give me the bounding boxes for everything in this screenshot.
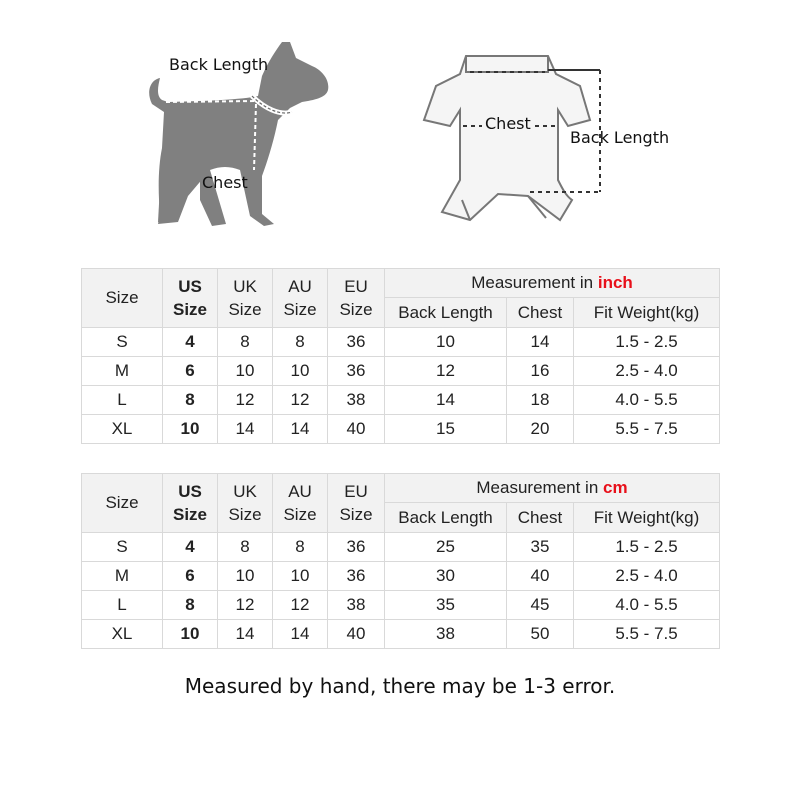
au-size-header: AU Size [273, 474, 328, 533]
chest-header: Chest [507, 298, 574, 328]
table-row [82, 357, 720, 386]
au-cell: 12 [273, 591, 328, 620]
fit-weight-cell: 1.5 - 2.5 [574, 328, 720, 357]
chest-cell: 40 [507, 562, 574, 591]
back-length-header: Back Length [385, 503, 507, 533]
fit-weight-header: Fit Weight(kg) [574, 298, 720, 328]
au-cell: 10 [273, 562, 328, 591]
fit-weight-cell: 5.5 - 7.5 [574, 620, 720, 649]
size-cell: XL [82, 415, 163, 444]
uk-cell: 14 [218, 620, 273, 649]
fit-weight-cell: 1.5 - 2.5 [574, 533, 720, 562]
au-cell: 12 [273, 386, 328, 415]
garment-back-length-label: Back Length [570, 128, 670, 147]
back-length-cell: 14 [385, 386, 507, 415]
au-cell: 8 [273, 533, 328, 562]
fit-weight-cell: 2.5 - 4.0 [574, 357, 720, 386]
uk-cell: 8 [218, 533, 273, 562]
table-row [82, 591, 720, 620]
size-header: Size [82, 269, 163, 328]
garment-icon [424, 56, 590, 220]
eu-cell: 40 [328, 415, 385, 444]
uk-cell: 10 [218, 357, 273, 386]
au-size-header: AU Size [273, 269, 328, 328]
uk-size-header: UK Size [218, 474, 273, 533]
size-cell: XL [82, 620, 163, 649]
us-cell: 4 [163, 328, 218, 357]
uk-size-header: UK Size [218, 269, 273, 328]
eu-cell: 38 [328, 386, 385, 415]
uk-cell: 12 [218, 386, 273, 415]
chest-cell: 14 [507, 328, 574, 357]
us-cell: 6 [163, 562, 218, 591]
back-length-cell: 25 [385, 533, 507, 562]
size-table-inch [81, 268, 720, 444]
us-size-header: US Size [163, 269, 218, 328]
chest-cell: 45 [507, 591, 574, 620]
eu-size-header: EU Size [328, 269, 385, 328]
eu-cell: 40 [328, 620, 385, 649]
table-row [82, 562, 720, 591]
chest-cell: 16 [507, 357, 574, 386]
size-cell: L [82, 591, 163, 620]
measurement-header: Measurement in inch [385, 269, 720, 298]
fit-weight-cell: 4.0 - 5.5 [574, 386, 720, 415]
garment-chest-label: Chest [485, 114, 531, 133]
au-cell: 14 [273, 415, 328, 444]
au-cell: 10 [273, 357, 328, 386]
au-cell: 8 [273, 328, 328, 357]
back-length-cell: 10 [385, 328, 507, 357]
au-cell: 14 [273, 620, 328, 649]
unit-label: cm [603, 478, 628, 497]
eu-cell: 36 [328, 562, 385, 591]
dog-chest-label: Chest [202, 173, 248, 192]
chest-cell: 35 [507, 533, 574, 562]
chest-cell: 18 [507, 386, 574, 415]
size-table-cm [81, 473, 720, 649]
measurement-illustration [0, 0, 800, 250]
eu-size-header: EU Size [328, 474, 385, 533]
dog-back-length-label: Back Length [169, 55, 269, 74]
back-length-cell: 15 [385, 415, 507, 444]
eu-cell: 36 [328, 533, 385, 562]
back-length-header: Back Length [385, 298, 507, 328]
back-length-cell: 30 [385, 562, 507, 591]
chest-header: Chest [507, 503, 574, 533]
table-row [82, 533, 720, 562]
size-cell: M [82, 562, 163, 591]
size-cell: S [82, 533, 163, 562]
measurement-header: Measurement in cm [385, 474, 720, 503]
us-cell: 4 [163, 533, 218, 562]
eu-cell: 36 [328, 328, 385, 357]
back-length-cell: 35 [385, 591, 507, 620]
table-row [82, 415, 720, 444]
uk-cell: 10 [218, 562, 273, 591]
uk-cell: 12 [218, 591, 273, 620]
us-cell: 8 [163, 386, 218, 415]
fit-weight-header: Fit Weight(kg) [574, 503, 720, 533]
us-cell: 8 [163, 591, 218, 620]
fit-weight-cell: 2.5 - 4.0 [574, 562, 720, 591]
uk-cell: 14 [218, 415, 273, 444]
uk-cell: 8 [218, 328, 273, 357]
table-header-row [82, 269, 720, 298]
eu-cell: 38 [328, 591, 385, 620]
chest-cell: 50 [507, 620, 574, 649]
chest-cell: 20 [507, 415, 574, 444]
table-header-row [82, 474, 720, 503]
size-cell: S [82, 328, 163, 357]
us-cell: 6 [163, 357, 218, 386]
us-size-header: US Size [163, 474, 218, 533]
us-cell: 10 [163, 620, 218, 649]
table-row [82, 386, 720, 415]
size-cell: M [82, 357, 163, 386]
unit-label: inch [597, 273, 633, 292]
size-header: Size [82, 474, 163, 533]
back-length-cell: 38 [385, 620, 507, 649]
us-cell: 10 [163, 415, 218, 444]
fit-weight-cell: 5.5 - 7.5 [574, 415, 720, 444]
measurement-note: Measured by hand, there may be 1-3 error. [184, 674, 616, 698]
fit-weight-cell: 4.0 - 5.5 [574, 591, 720, 620]
table-row [82, 620, 720, 649]
back-length-cell: 12 [385, 357, 507, 386]
size-cell: L [82, 386, 163, 415]
eu-cell: 36 [328, 357, 385, 386]
table-row [82, 328, 720, 357]
